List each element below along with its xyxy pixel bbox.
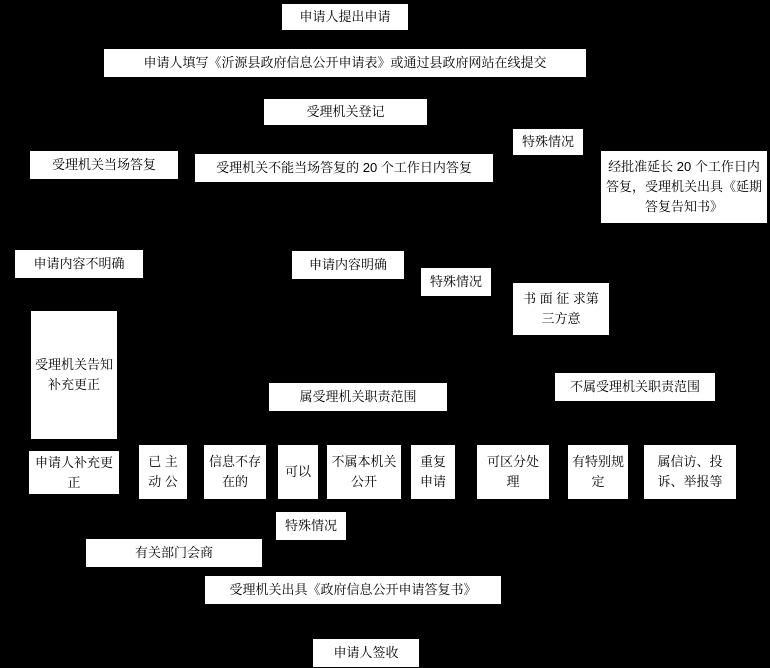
flowchart-node: 不属受理机关职责范围	[554, 372, 716, 402]
flowchart-node: 受理机关出具《政府信息公开申请答复书》	[204, 575, 502, 605]
flowchart-node: 可区分处理	[476, 444, 550, 500]
flowchart-node: 特殊情况	[275, 511, 347, 541]
flowchart-node: 申请人补充更正	[28, 450, 120, 495]
flowchart-node: 受理机关登记	[263, 98, 428, 126]
flowchart-node: 申请人签收	[312, 638, 420, 668]
flowchart-node: 申请人填写《沂源县政府信息公开申请表》或通过县政府网站在线提交	[103, 48, 587, 78]
flowchart-node: 受理机关不能当场答复的 20 个工作日内答复	[194, 153, 494, 183]
flowchart-node: 申请内容明确	[291, 250, 405, 280]
flowchart-node: 申请内容不明确	[14, 249, 144, 279]
flowchart-node: 可以	[277, 444, 319, 500]
flowchart-node: 经批准延长 20 个工作日内答复，受理机关出具《延期答复告知书》	[600, 150, 768, 224]
flowchart-node: 特殊情况	[512, 128, 584, 156]
flowchart-node: 受理机关当场答复	[29, 150, 179, 180]
flowchart-node: 属受理机关职责范围	[268, 382, 448, 412]
flowchart-node: 不属本机关公开	[326, 444, 402, 500]
flowchart-node: 信息不存在的	[203, 444, 267, 500]
flowchart-node: 重复申请	[410, 444, 456, 500]
flowchart-node: 属信访、投诉、举报等	[643, 444, 737, 500]
flowchart-node: 已 主 动 公	[138, 444, 188, 500]
flowchart-node: 特殊情况	[420, 267, 492, 297]
flowchart-node: 受理机关告知补充更正	[30, 310, 118, 440]
flowchart-node: 有关部门会商	[85, 538, 263, 568]
flowchart-node: 书 面 征 求第三方意	[512, 282, 610, 336]
flowchart-node: 申请人提出申请	[281, 3, 409, 31]
flowchart-node: 有特别规定	[567, 444, 629, 500]
